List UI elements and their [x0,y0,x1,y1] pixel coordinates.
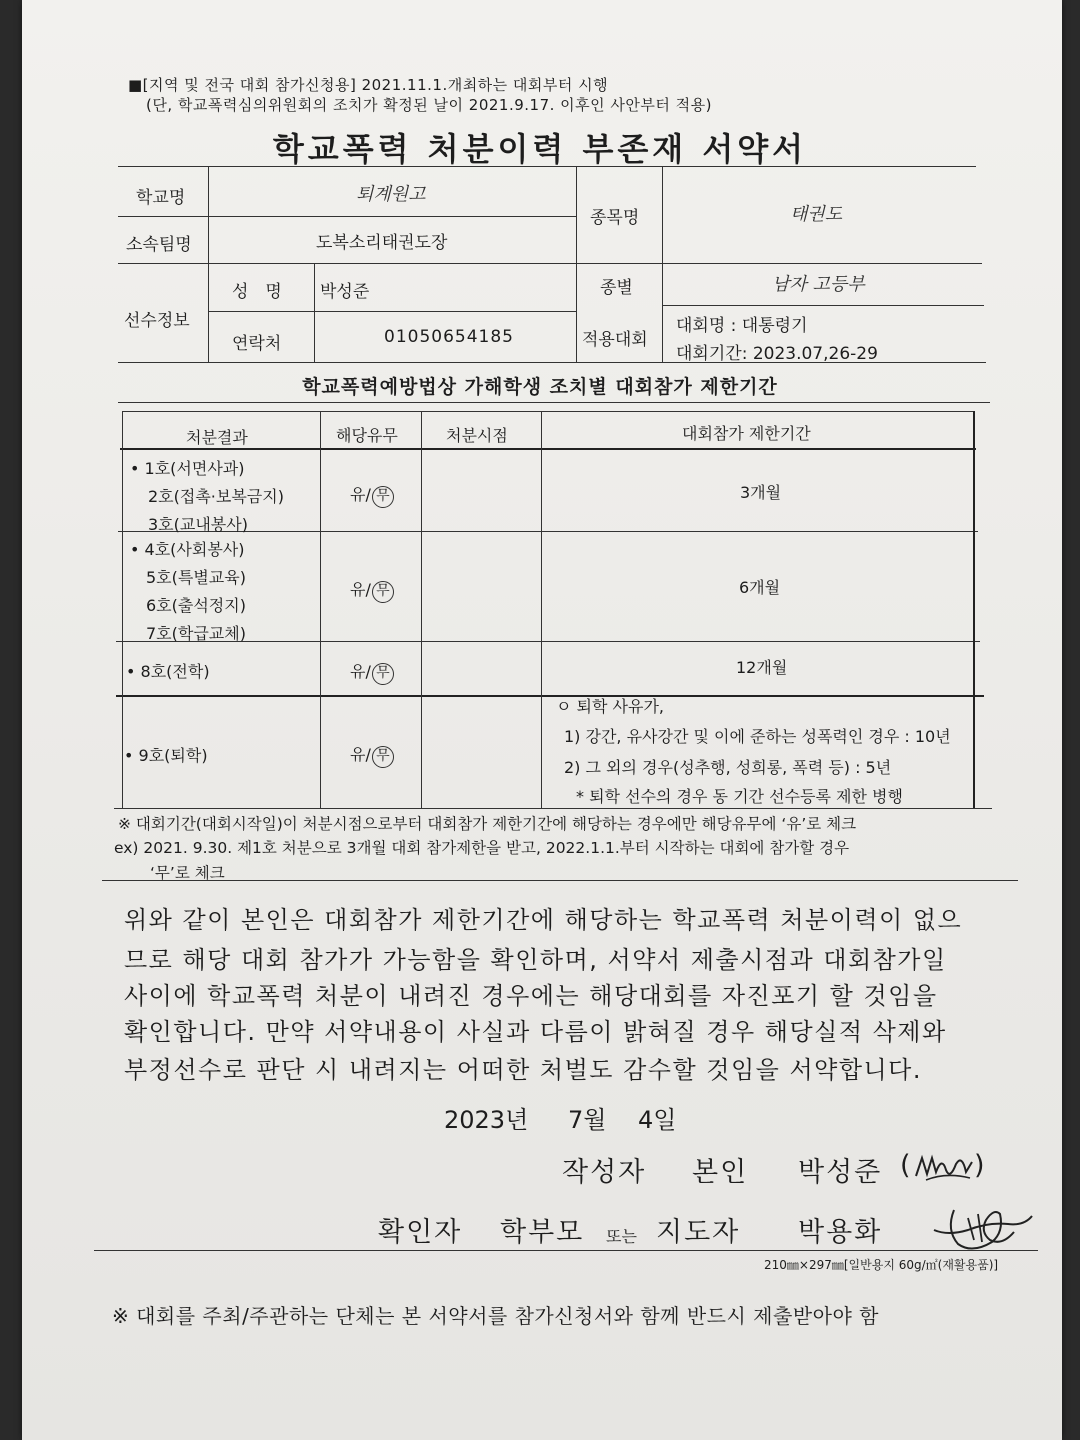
event-label: 적용대회 [582,330,648,350]
check-label: 유/ [350,485,371,504]
info-col-divider [314,263,315,362]
info-col-divider [208,166,209,362]
division-label: 종별 [600,278,633,298]
writer-role: 작성자 [562,1157,647,1188]
team-label: 소속팀명 [126,235,192,255]
applicable-check [350,742,394,768]
name-label: 성 명 [232,282,282,302]
pledge-line-1: 위와 같이 본인은 대회참가 제한기간에 해당하는 학교폭력 처분이력이 없으 [124,906,963,934]
th-result: 처분결과 [186,428,248,447]
expulsion-rule-2: 2) 그 외의 경우(성추행, 성희롱, 폭력 등) : 5년 [564,758,892,777]
table-left-border [122,411,123,808]
check-label: 유/ [350,580,371,599]
table-right-border [973,411,975,808]
expulsion-rule-1: 1) 강간, 유사강간 및 이에 준하는 성폭력인 경우 : 10년 [564,727,951,746]
expulsion-note: * 퇴학 선수의 경우 동 기간 선수등록 제한 병행 [576,787,903,806]
confirm-or: 또는 [606,1227,637,1246]
team-value: 도복소리태권도장 [316,233,448,253]
event-period: 대회기간: 2023.07,26-29 [676,344,878,364]
list-item: • 1호(서면사과) [130,459,245,478]
section-underline [118,402,990,403]
name-value: 박성준 [320,282,370,302]
check-label: 유/ [350,745,371,764]
circled-mark: 무 [372,663,394,685]
sport-label: 종목명 [590,208,640,228]
list-item: • 9호(퇴학) [124,746,208,765]
restriction-period: 12개월 [736,658,788,677]
table-row-divider [116,695,984,697]
header-notice-line1: ■[지역 및 전국 대회 참가신청용] 2021.11.1.개최하는 대회부터 시행 [128,76,609,94]
applicable-check [350,577,394,603]
confirm-name: 박용화 [798,1217,883,1248]
list-item: 6호(출석정지) [146,596,246,615]
note-line-3: ‘무’로 체크 [150,864,225,882]
expulsion-reason-heading: ㅇ 퇴학 사유가, [556,697,664,716]
school-value: 퇴계원고 [356,184,426,205]
list-item: • 8호(전학) [126,662,210,681]
notes-divider [102,880,1018,881]
phone-value: 01050654185 [384,327,514,347]
circled-mark: 무 [372,486,394,508]
th-applicable: 해당유무 [336,426,398,445]
pledge-line-2: 므로 해당 대회 참가가 가능함을 확인하며, 서약서 제출시점과 대회참가일 [124,946,947,974]
division-value: 남자 고등부 [772,274,865,295]
restriction-period: 3개월 [740,483,782,502]
restriction-period: 6개월 [739,578,781,597]
list-item: 2호(접촉·보복금지) [148,487,284,506]
event-name: 대회명 : 대통령기 [676,316,808,336]
table-header-border [120,448,976,450]
date-year: 2023년 [444,1106,529,1134]
list-item: 3호(교내봉사) [148,515,248,534]
th-sanction-date: 처분시점 [446,426,508,445]
document-title: 학교폭력 처분이력 부존재 서약서 [272,130,808,168]
circled-mark: 무 [372,746,394,768]
table-col-divider [541,411,542,808]
info-row-divider [208,311,576,312]
applicable-check [350,482,394,508]
date-day: 4일 [638,1106,677,1134]
table-top-border [122,411,974,412]
confirm-parent: 학부모 [500,1217,585,1248]
confirm-coach: 지도자 [656,1217,741,1248]
info-table-top-border [118,166,976,167]
info-row-divider [118,263,982,264]
note-line-2: ex) 2021. 9.30. 제1호 처분으로 3개월 대회 참가제한을 받고, 2022.1.1.부터 시작하는 대회에 참가할 경우 [114,839,850,857]
phone-label: 연락처 [232,334,282,354]
sport-value: 태권도 [790,204,843,225]
table-col-divider [421,411,422,808]
table-col-divider [320,411,321,808]
th-restriction-period: 대회참가 제한기간 [682,424,811,443]
check-label: 유/ [350,662,371,681]
writer-self: 본인 [692,1157,749,1188]
pledge-line-5: 부정선수로 판단 시 내려지는 어떠한 처벌도 감수할 것임을 서약합니다. [124,1056,922,1084]
section-title: 학교폭력예방법상 가해학생 조치별 대회참가 제한기간 [302,376,778,398]
list-item: 5호(특별교육) [146,568,246,587]
info-row-divider [662,305,984,306]
pledge-line-4: 확인합니다. 만약 서약내용이 사실과 다름이 밝혀질 경우 해당실적 삭제와 [124,1018,947,1046]
list-item: 7호(학급교체) [146,624,246,643]
footer-note: ※ 대회를 주최/주관하는 단체는 본 서약서를 참가신청서와 함께 반드시 제출받아야 함 [112,1304,879,1328]
info-col-divider [576,166,577,362]
circled-mark: 무 [372,581,394,603]
writer-paren-open: ( [900,1150,913,1181]
info-row-divider [118,216,576,217]
applicable-check [350,659,394,685]
date-month: 7월 [568,1106,607,1134]
writer-signature [912,1150,978,1186]
school-label: 학교명 [136,188,186,208]
table-bottom-border [114,808,992,809]
header-notice-line2: (단, 학교폭력심의위원회의 조치가 확정된 날이 2021.9.17. 이후인 사안부터 적용) [146,96,712,114]
writer-paren-close: ) [974,1150,987,1181]
confirm-role: 확인자 [378,1217,463,1248]
note-line-1: ※ 대회기간(대회시작일)이 처분시점으로부터 대회참가 제한기간에 해당하는 경우에만 해당유무에 ‘유’로 체크 [118,815,857,833]
list-item: • 4호(사회봉사) [130,540,245,559]
player-info-label: 선수정보 [124,311,190,331]
paper-spec: 210㎜×297㎜[일반용지 60g/㎡(재활용품)] [764,1258,999,1272]
info-col-divider [662,166,663,362]
pledge-line-3: 사이에 학교폭력 처분이 내려진 경우에는 해당대회를 자진포기 할 것임을 [124,982,938,1010]
signature-divider [94,1250,1038,1251]
writer-name: 박성준 [798,1157,883,1188]
